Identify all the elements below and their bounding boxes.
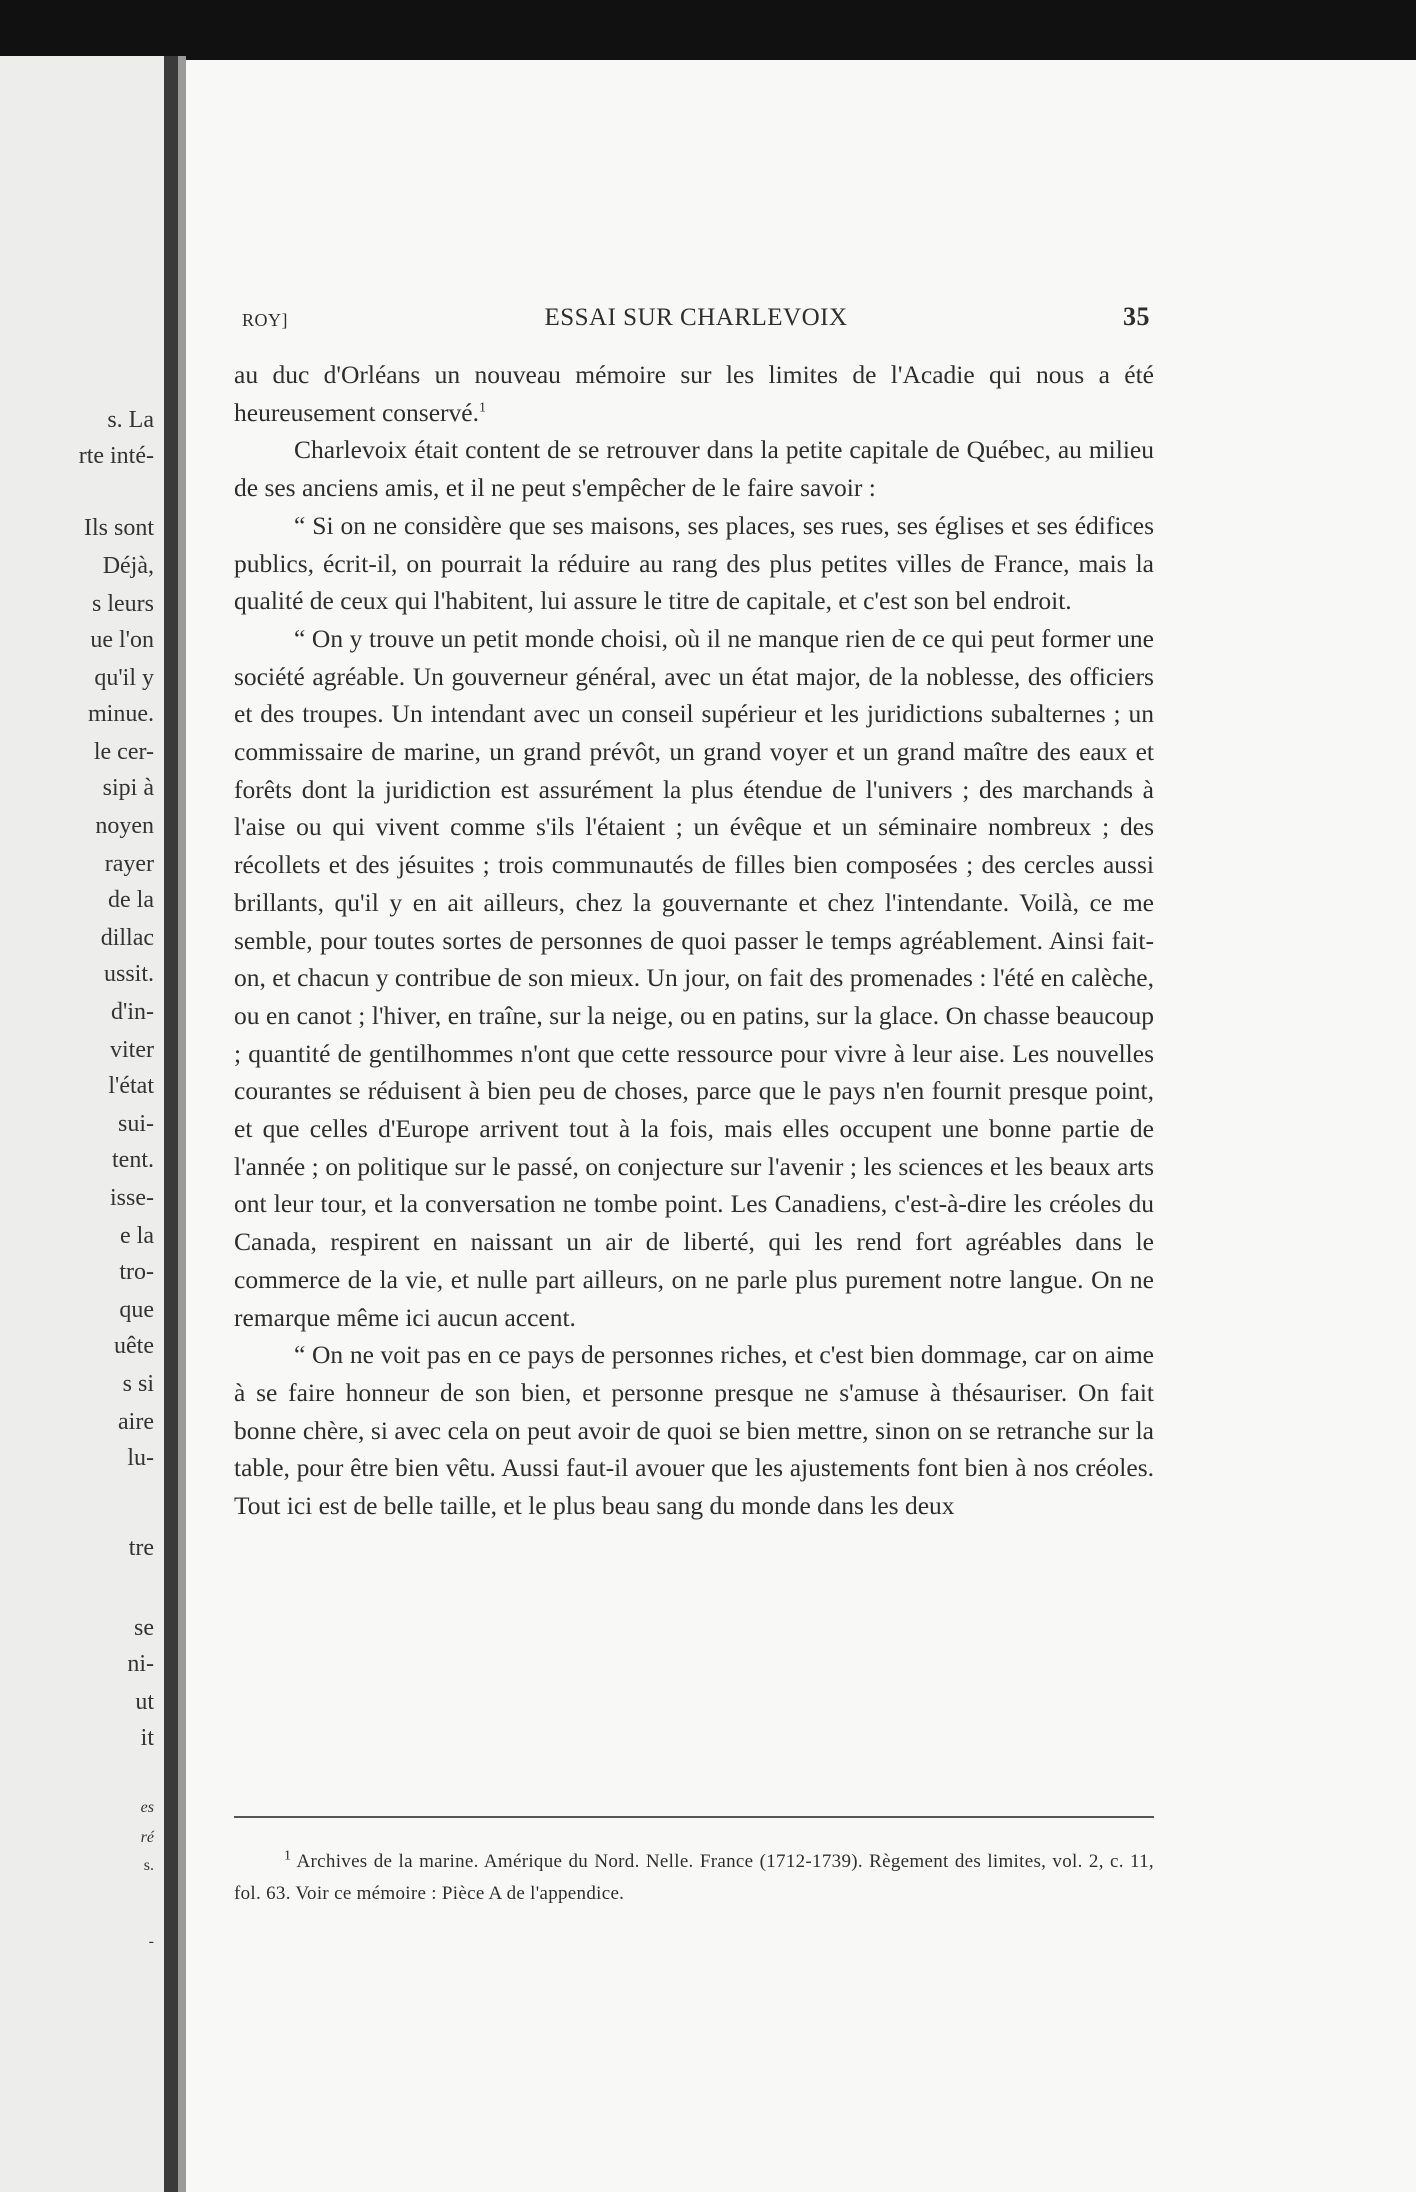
facing-page-fragment: it bbox=[140, 1725, 154, 1751]
facing-page-fragment: s leurs bbox=[92, 591, 154, 617]
quote-paragraph: “ On y trouve un petit monde choisi, où il ne manque rien de ce qui peut former une société agréable. Un gouverneur général, avec un état major, de la noblesse, des officiers et des troupes. Un intendant avec un conseil supérieur et les juridictions subalternes ; un commissaire de marine, un grand prévôt, un grand voyer et un grand maître des eaux et forêts dont la juridiction est assurément la plus étendue de l'univers ; des marchands à l'aise ou qui vivent comme s'ils l'étaient ; un évêque et un séminaire nombreux ; des récollets et des jésuites ; trois communautés de filles bien composées ; des cercles aussi brillants, qu'il y en ait ailleurs, chez la gouvernante et chez l'intendante. Voilà, ce me semble, pour toutes sortes de personnes de quoi passer le temps agréablement. Ainsi fait-on, et chacun y contribue de son mieux. Un jour, on fait des promenades : l'été en calèche, ou en canot ; l'hiver, en traîne, sur la neige, ou en patins, sur la glace. On chasse beaucoup ; quantité de gentilhommes n'ont que cette ressource pour vivre à leur aise. Les nouvelles courantes se réduisent à bien peu de choses, parce que le pays n'en fournit presque point, et que celles d'Europe arrivent tout à la fois, mais elles occupent une bonne partie de l'année ; on politique sur le passé, on conjecture sur l'avenir ; les sciences et les beaux arts ont leur tour, et la conversation ne tombe point. Les Canadiens, c'est-à-dire les créoles du Canada, respirent en naissant un air de liberté, qui les rend fort agréables dans le commerce de la vie, et nulle part ailleurs, on ne parle plus purement notre langue. On ne remarque même ici aucun accent. bbox=[234, 623, 1154, 1332]
facing-page-fragment: ut bbox=[135, 1689, 154, 1715]
facing-page-fragment: sui- bbox=[118, 1111, 154, 1137]
facing-page-edge bbox=[0, 56, 168, 2192]
facing-page-fragment: tro- bbox=[119, 1259, 154, 1285]
facing-page-fragment: rte inté- bbox=[78, 443, 154, 469]
header-author: ROY] bbox=[242, 310, 288, 330]
facing-page-fragment: qu'il y bbox=[94, 665, 154, 691]
page-number: 35 bbox=[1123, 302, 1150, 331]
running-header bbox=[242, 302, 1150, 338]
facing-page-fragment: e la bbox=[120, 1223, 154, 1249]
book-gutter bbox=[164, 56, 178, 2192]
facing-page-fragment: s si bbox=[122, 1371, 154, 1397]
facing-page-fragment: noyen bbox=[95, 813, 154, 839]
facing-page-fragment: aire bbox=[118, 1409, 154, 1435]
facing-page-fragment: lu- bbox=[127, 1445, 154, 1471]
footnote-text: Archives de la marine. Amérique du Nord. Nelle. France (1712-1739). Règement des limites, vol. 2, c. 11, fol. 63. Voir ce mémoire : Pièce A de l'appendice. bbox=[234, 1851, 1154, 1904]
facing-page-fragment: l'état bbox=[108, 1073, 154, 1099]
facing-page-fragment: minue. bbox=[88, 701, 154, 727]
body-text bbox=[234, 356, 1154, 1525]
facing-page-fragment: d'in- bbox=[111, 999, 154, 1025]
facing-page-fragment: ussit. bbox=[103, 961, 154, 987]
facing-page-fragment: isse- bbox=[110, 1185, 154, 1211]
facing-page-fragment: tent. bbox=[112, 1147, 154, 1173]
paragraph: au duc d'Orléans un nouveau mémoire sur les limites de l'Acadie qui nous a été heureusement conservé.$^1$ bbox=[234, 360, 1154, 427]
scan-top-border bbox=[0, 0, 1416, 66]
facing-page-fragment: ni- bbox=[127, 1651, 154, 1677]
footnote-rule bbox=[234, 1816, 1154, 1818]
paragraph: Charlevoix était content de se retrouver dans la petite capitale de Québec, au milieu de ses anciens amis, et il ne peut s'empêcher de le faire savoir : bbox=[234, 435, 1154, 503]
header-title: ESSAI SUR CHARLEVOIX bbox=[544, 304, 848, 331]
footnote-ref: 1 bbox=[478, 400, 486, 416]
facing-page-fragment: Ils sont bbox=[83, 515, 154, 541]
facing-page-fragment: ue l'on bbox=[90, 627, 154, 653]
facing-page-fragment: dillac bbox=[100, 925, 154, 951]
facing-page-fragment: s. bbox=[143, 1857, 154, 1874]
facing-page-fragment: viter bbox=[110, 1037, 154, 1063]
facing-page-fragment: - bbox=[148, 1933, 154, 1950]
facing-page-fragment: rayer bbox=[104, 851, 154, 877]
book-gutter-shadow bbox=[178, 56, 186, 2192]
facing-page-fragment: se bbox=[134, 1615, 154, 1641]
facing-page-fragment: uête bbox=[114, 1333, 154, 1359]
facing-page-fragment: de la bbox=[108, 887, 154, 913]
facing-page-fragment: le cer- bbox=[93, 739, 154, 765]
facing-page-fragment: ré bbox=[140, 1829, 154, 1846]
footnote bbox=[234, 1846, 1154, 1910]
facing-page-fragment: Déjà, bbox=[102, 553, 154, 579]
facing-page-fragment: sipi à bbox=[102, 775, 154, 801]
facing-page-fragment: es bbox=[140, 1799, 154, 1816]
quote-paragraph: “ Si on ne considère que ses maisons, ses places, ses rues, ses églises et ses édifices publics, écrit-il, on pourrait la réduire au rang des plus petites villes de France, mais la qualité de ceux qui l'habitent, lui assure le titre de capitale, et c'est son bel endroit. bbox=[234, 510, 1154, 616]
facing-page-fragment: que bbox=[119, 1297, 154, 1323]
footnote-marker: 1 bbox=[284, 1848, 292, 1864]
facing-page-fragment: tre bbox=[128, 1535, 154, 1561]
facing-page-fragment: s. La bbox=[107, 407, 154, 433]
quote-paragraph: “ On ne voit pas en ce pays de personnes riches, et c'est bien dommage, car on aime à se faire honneur de son bien, et personne presque ne s'amuse à thésauriser. On fait bonne chère, si avec cela on peut avoir de quoi se bien mettre, sinon on se retranche sur la table, pour être bien vêtu. Aussi faut-il avouer que les ajustements font bien à nos créoles. Tout ici est de belle taille, et le plus beau sang du monde dans les deux bbox=[234, 1340, 1154, 1521]
